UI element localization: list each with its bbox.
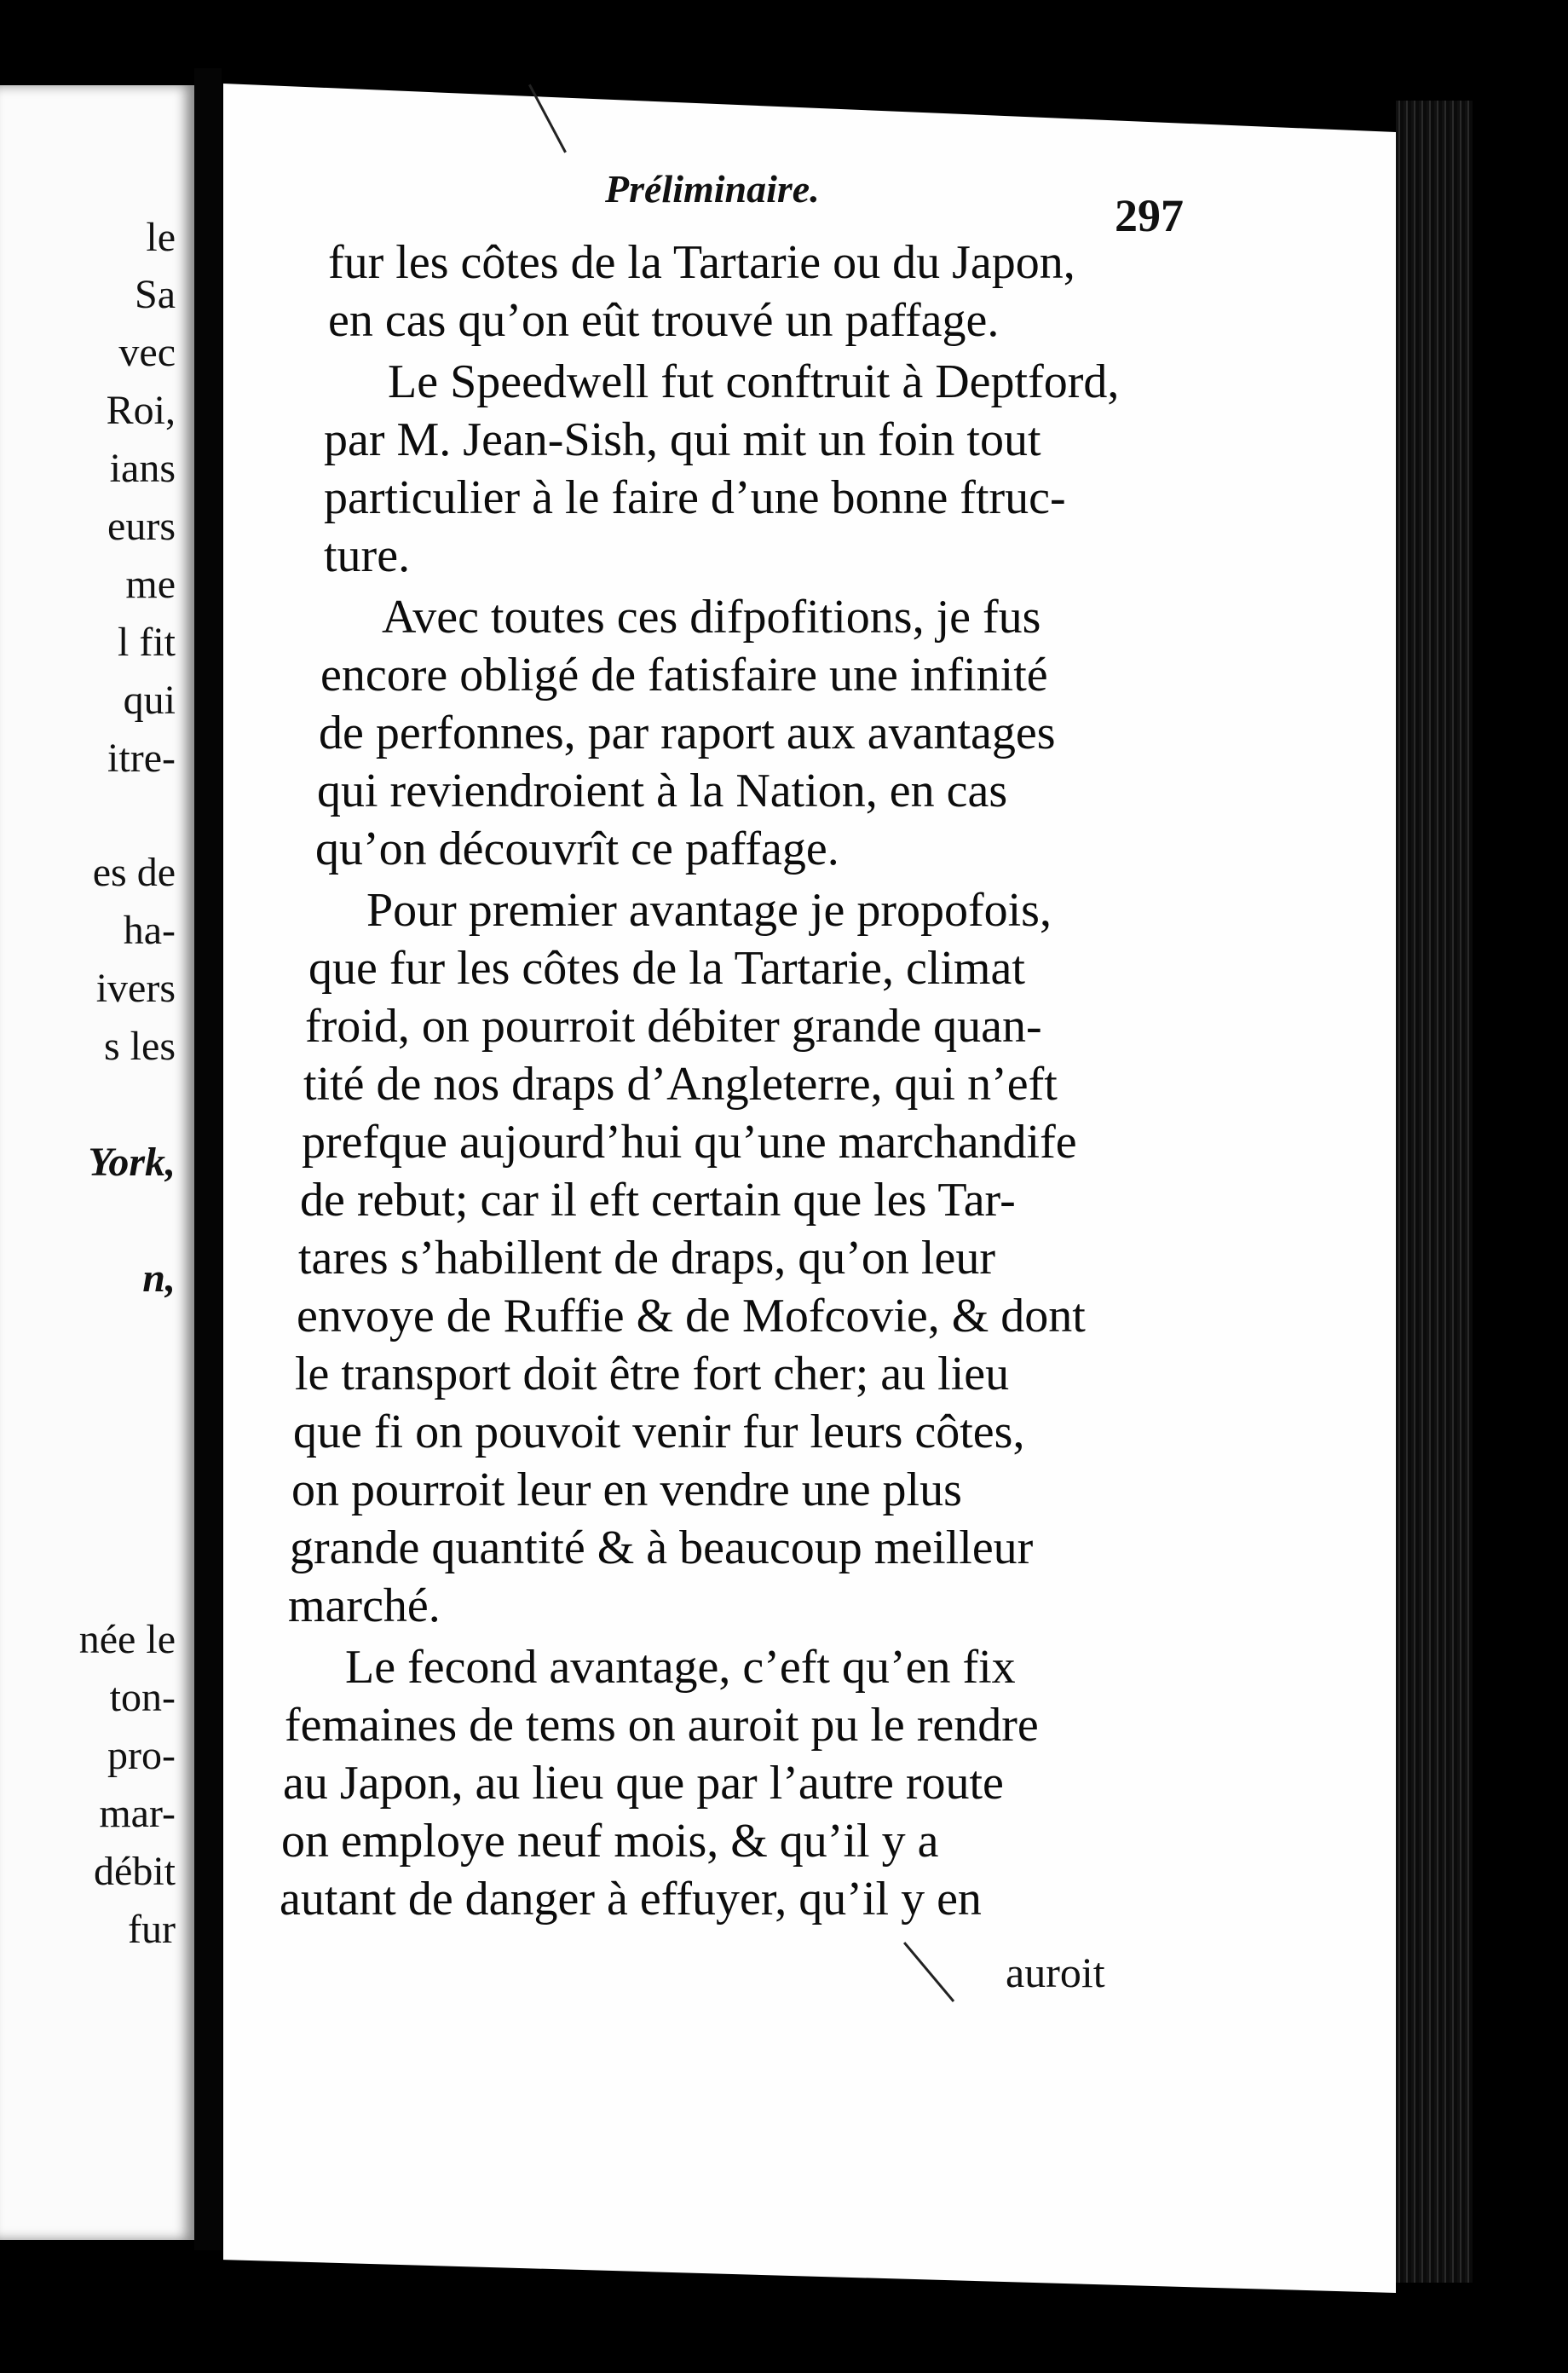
body-line: qu’on découvrît ce paffage. (315, 823, 839, 875)
body-line: femaines de tems on auroit pu le rendre (285, 1699, 1039, 1752)
body-line: prefque aujourd’hui qu’une marchandife (302, 1116, 1077, 1169)
body-line: marché. (288, 1579, 441, 1632)
left-page-line: ha- (123, 908, 176, 953)
left-page-line: le (146, 215, 176, 260)
body-line: au Japon, au lieu que par l’autre route (283, 1757, 1004, 1810)
body-line: fur les côtes de la Tartarie ou du Japon, (328, 236, 1075, 289)
body-line: on pourroit leur en vendre une plus (291, 1464, 962, 1516)
body-line: que fi on pouvoit venir fur leurs côtes, (293, 1406, 1025, 1458)
left-page-line: débit (94, 1849, 176, 1894)
body-line: envoye de Ruffie & de Mofcovie, & dont (297, 1290, 1086, 1342)
body-line: grande quantité & à beaucoup meilleur (290, 1521, 1034, 1574)
left-page-line: ivers (95, 966, 176, 1011)
left-page-line: itre- (107, 736, 176, 781)
body-line: en cas qu’on eût trouvé un paffage. (328, 294, 1000, 347)
left-page-line: pro- (107, 1733, 176, 1778)
body-line: le transport doit être fort cher; au lieu (295, 1348, 1010, 1400)
left-page-line: qui (123, 678, 176, 723)
left-page-line: n, (142, 1256, 176, 1301)
left-page-line: me (125, 562, 176, 607)
running-head: Préliminaire. (605, 167, 820, 211)
left-page-line: s les (104, 1024, 176, 1069)
body-line: que fur les côtes de la Tartarie, climat (308, 942, 1025, 995)
body-line: on employe neuf mois, & qu’il y a (281, 1815, 939, 1868)
left-page-line: l fit (118, 620, 176, 665)
page-edges (1396, 101, 1473, 2283)
body-line: qui reviendroient à la Nation, en cas (317, 765, 1008, 817)
left-page-line: eurs (107, 504, 176, 549)
catchword: auroit (1006, 1949, 1105, 1996)
body-line: de perfonnes, par raport aux avantages (319, 707, 1056, 759)
left-page-line: vec (118, 330, 176, 375)
left-page-line: Sa (135, 272, 176, 317)
body-line: par M. Jean-Sish, qui mit un foin tout (324, 413, 1041, 466)
left-page-line: née le (78, 1617, 176, 1662)
book-gutter (194, 68, 222, 2250)
body-line: Le fecond avantage, c’eft qu’en fix (345, 1641, 1016, 1694)
body-line: ture. (324, 529, 411, 582)
body-line: autant de danger à effuyer, qu’il y en (280, 1873, 982, 1926)
body-line: encore obligé de fatisfaire une infinité (320, 649, 1048, 702)
left-page-line: York, (88, 1140, 176, 1185)
page-number: 297 (1115, 190, 1184, 241)
body-line: particulier à le faire d’une bonne ftruc- (324, 471, 1066, 524)
body-line: de rebut; car il eft certain que les Tar- (300, 1174, 1016, 1227)
body-line: tares s’habillent de draps, qu’on leur (298, 1232, 995, 1285)
body-line: tité de nos draps d’Angleterre, qui n’eft (303, 1058, 1058, 1111)
left-page-line: fur (128, 1907, 176, 1952)
body-line: Pour premier avantage je propofois, (366, 884, 1052, 937)
left-page-line: ton- (109, 1675, 176, 1720)
left-page-fragment (0, 85, 194, 2240)
body-line: froid, on pourroit débiter grande quan- (305, 1000, 1042, 1053)
body-line: Le Speedwell fut conftruit à Deptford, (388, 355, 1120, 408)
left-page-line: es de (92, 850, 176, 895)
body-line: Avec toutes ces difpofitions, je fus (382, 591, 1041, 644)
left-page-line: Roi, (106, 388, 176, 433)
left-page-line: mar- (99, 1791, 176, 1836)
left-page-line: ians (109, 446, 176, 491)
